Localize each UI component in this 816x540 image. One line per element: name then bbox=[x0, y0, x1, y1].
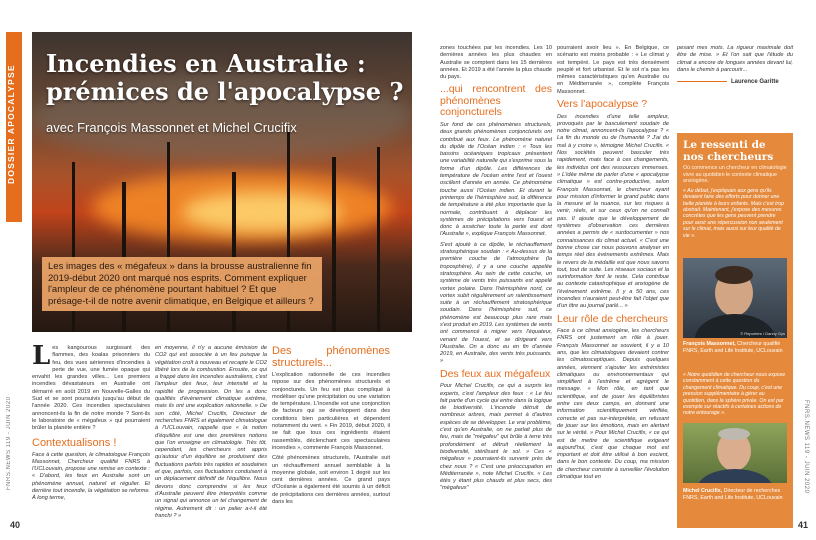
fire-glow bbox=[182, 192, 342, 232]
article-title: Incendies en Australie : prémices de l'apocalypse ? bbox=[46, 49, 404, 106]
page-number-right: 41 bbox=[798, 520, 809, 530]
paragraph: pourraient avoir lieu ». En Belgique, ce scénario est moins probable : « Le climat y est tempéré. Le pays est très densément peuplé et fort urbanisé. Et le sol n'a pas les mêmes caractéristiques qu'en Australie ou en Méditerranée », complète François Massonnet. bbox=[557, 45, 669, 95]
magazine-issue-left: FNRS.NEWS 119 - JUIN 2020 bbox=[6, 396, 12, 490]
box-intro: Où commence un chercheur en climatologie vivre au quotidien le contexte climatique anxiogène. bbox=[683, 165, 787, 185]
quote-massonnet: « Au début, j'expliquais aux gens qu'ils devaient faire des efforts pour donner une belle planète à leurs enfants. Mais c'est trop abstrait. Maintenant, j'expose des mesures concrètes que les gens peuvent prendre pour avoir une répercussion non seulement sur le climat, mais aussi sur leur qualité de vie ». bbox=[683, 187, 785, 239]
hair bbox=[718, 428, 750, 440]
heading-context: Contextualisons ! bbox=[32, 436, 117, 449]
column-1 bbox=[32, 341, 150, 506]
intro-box: Les images des « mégafeux » dans la brousse australienne fin 2019-début 2020 ont marqué nos esprits. Comment expliquer l'ampleur de ce phénomène pourtant habituel ? Et que présage-t-il de notre avenir climatique, en Belgique et ailleurs ? bbox=[42, 257, 322, 311]
column-3 bbox=[272, 345, 390, 509]
heading-apocalypse: Vers l'apocalypse ? bbox=[557, 98, 648, 111]
magazine-issue-right: FNRS.NEWS 119 - JUIN 2020 bbox=[803, 400, 809, 494]
portrait-massonnet bbox=[683, 258, 787, 338]
column-2 bbox=[155, 345, 267, 523]
paragraph: en moyenne, il n'y a aucune émission de CO2 qui est associée à un feu puisque la végétation croît à nouveau et recapte le CO2 libéré lors de la combustion. Ensuite, ce qui a frappé dans les incendies australiens, c'est l'ampleur des feux, leur intensité et la rapidité de progression. On les a donc qualifiés d'évènement climatique extrême, mais ils ont une explication rationnelle. » De son côté, Michel Crucifix, Directeur de recherches FNRS et également climatologue à l'UCLouvain, rappelle que « la notion d'équilibre est une des premières notions que l'on enseigne en climatologie. Très tôt, cependant, les chercheurs ont appris qu'autour d'un équilibre se produisent des fluctuations parfois très rapides et soudaines et que, parfois, ces fluctuations conduisent à un déplacement définitif de l'équilibre. Nous devons donc comprendre si les feux d'Australie peuvent être interprétés comme un signal qui annonce un tel changement de régime. Autrement dit : un palier a-t-il été franchi ? » bbox=[155, 345, 267, 519]
paragraph: Sur fond de ces phénomènes structurels, deux grands phénomènes conjoncturels ont contribué aux feux. Le phénomène naturel du dipôle de l'Océan indien : « Tous les bassins océaniques tropicaux présentent une variabilité naturelle qui s'exprime sous la forme d'un dipôle. Les différences de température de l'océan entre l'est et l'ouest oscillent d'année en année. Ce phénomène touche aussi l'Océan indien. Et durant le printemps de l'hémisphère sud, la différence de température a été plus importante que la normale, contribuant à déplacer les systèmes de précipitations vers l'ouest et donc à assécher toute la partie est dont l'Australie », explique François Massonnet. bbox=[440, 121, 552, 238]
signature-rule bbox=[677, 81, 727, 82]
paragraph: Pour Michel Crucifix, ce qui a surpris les experts, c'est l'ampleur des feux : « Le feu fait partie d'un cycle qui entre dans la logique de biodiversité. L'incendie détruit de nombreux arbres, mais permet à d'autres espèces de se développer. Le vrai problème, c'est qu'en Australie, on ne parlait plus de feu, mais de "mégafeu" qui brûle à terre très profondément et détruit réellement la biodiversité, stérilisant le sol. » Ces « mégafeux » pourraient-ils survenir près de chez nous ? « C'est une préoccupation en Méditerranée », note Michel Crucifix. « Les étés y étant plus chauds et plus secs, des "mégafeux" bbox=[440, 383, 552, 492]
tree-silhouette bbox=[377, 147, 380, 332]
article-authors: avec François Massonnet et Michel Crucifix bbox=[46, 120, 297, 135]
paragraph: Des incendies d'une telle ampleur, provoqués par le basculement soudain de notre climat, annoncent-ils l'apocalypse ? « La fin du monde ou de l'humanité ? J'ai du mal à y croire », témoigne Michel Crucifix. « Nos sociétés peuvent basculer très rapidement, mais face à ces changements, les individus ont des ressources immenses. » L'idée même de parler d'une « apocalypse climatique » est contre-productive, selon François Massonnet, le chercheur ayant pour mission d'informer le grand public dans la mesure et la nuance, sur les risques à venir, réels, et sur ceux qu'on ne connaît pas. Il ajoute que le développement de systèmes d'observation ces dernières années a permis de « surdocumenter » nos connaissances du climat actuel. « C'est une bonne chose car nous pouvons analyser en temps réel des événements extrêmes. Mais le revers de la médaille est que nous savons tout, tout de suite. Les réseaux sociaux et la surinformation font le reste. Cela contribue au contexte catastrophique et anxiogène de l'événement extrême. Il y a 50 ans, ces incendies n'auraient peut-être fait l'objet que d'un titre au journal parlé... » bbox=[557, 113, 669, 310]
caption-massonnet: François Massonnet, Chercheur qualifié FNRS, Earth and Life Institute, UCLouvain bbox=[683, 341, 783, 354]
column-4 bbox=[440, 45, 552, 496]
section-tag: DOSSIER APOCALYPSE bbox=[6, 32, 22, 222]
box-title: Le ressenti de nos chercheurs bbox=[683, 139, 774, 163]
caption-crucifix: Michel Crucifix, Directeur de recherches FNRS, Earth and Life Institute, UCLouvain bbox=[683, 488, 783, 501]
paragraph: Côté phénomènes structurels, l'Australie suit un réchauffement annuel semblable à la moyenne globale, soit environ 1 degré sur les cent dernières années. Ce grand pays d'Océanie a également été soumis à un déficit de précipitations ces dernières années, surtout dans les bbox=[272, 455, 390, 506]
hair bbox=[715, 266, 753, 284]
heading-phenomenes: Des phénomènes structurels... bbox=[272, 345, 390, 369]
paragraph: S'est ajouté à ce dipôle, le réchauffement stratosphérique soudain : « Au-dessus de la première couche de l'atmosphère (la troposphère), il y a une couche appelée stratosphère. Au sein de cette couche, un système de vents très puissants est appelé vortex polaire. Dans l'hémisphère nord, ce vortex subit régulièrement un ralentissement suite à un réchauffement stratosphérique soudain. Dans l'hémisphère sud, ce phénomène est beaucoup plus rare mais s'est produit en 2019. Les systèmes de vents ont commencé à migrer vers l'équateur, venant de l'ouest, et se dirigeant vers l'Australie. On a donc eu en fin d'année 2019, en Australie, des vents très puissants. » bbox=[440, 241, 552, 365]
photo-credit: © Reporters / Danny Gys bbox=[740, 331, 785, 336]
heading-role: Leur rôle de chercheurs bbox=[557, 312, 668, 325]
quote-crucifix: « Notre quotidien de chercheur nous expose constamment à cette question du changement climatique. Du coup, c'est une pression supplémentaire à gérer au quotidien, dans la sphère privée. On est par exemple sur réactifs à certaines actions de notre entourage ». bbox=[683, 372, 786, 417]
drop-cap: L bbox=[32, 341, 51, 371]
researchers-box bbox=[677, 133, 793, 528]
paragraph: L'explication rationnelle de ces incendies repose sur des phénomènes structurels et conjoncturels. Un feu est plus compliqué à modéliser qu'une précipitation ou une variation de température. L'incendie est une conjonction de facteurs qui se développent dans des conditions bien particulières et dépendent notamment du vent. « Fin 2019, début 2020, il se fait que tous ces ingrédients étaient rassemblés, déclenchant ces spectaculaires incendies », commente François Massonnet. bbox=[272, 372, 390, 451]
paragraph: Face à ce climat anxiogène, les chercheurs FNRS ont justement un rôle à jouer. François Massonnet se souvient, il y a 10 ans, que les climatologues devaient contrer les climatosceptiques. Depuis quelques années, viennent s'ajouter les extrémistes climatiques ou environnementaux qui simplifient à l'extrême et agrègent le message. « Mon rôle, en tant que scientifique, est de jouer les équilibristes entre ces deux camps, en donnant une information scientifiquement vérifiée, correcte et pas sur-interprétée, en refusant de jouer sur les émotions, mais en alertant sur le vérité. » Pour Michel Crucifix, « ce qui est de mettre de scientifique exigeant aujourd'hui, c'est que chaque mot est important et doit être utilisé à bon escient, dans le bon contexte. Du coup, ma mission de chercheur consiste à surveiller l'évolution climatique tout en bbox=[557, 328, 669, 481]
page-number-left: 40 bbox=[10, 520, 21, 530]
lead-paragraph: Les kangourous surgissant des flammes, des koalas prisonniers du feu, des vues aériennes d'incendies à perte de vue, une fumée opaque qui envahit les grandes villes... Les premiers incendies dévastateurs en Australie ont démarré en août 2019 en Nouvelle-Galles du Sud et se sont poursuivis jusqu'au début de l'année 2020. Ces incendies spectaculaires annoncent-ils la fin de notre monde ? Sont-ils le laboratoire de « mégafeux » qui pourraient brûler la planète entière ? bbox=[32, 341, 150, 432]
heading-megafeux: Des feux aux mégafeux bbox=[440, 367, 551, 380]
heading-conjonctures: ...qui rencontrent des phénomènes conjoncturels bbox=[440, 83, 552, 119]
column-5 bbox=[557, 45, 669, 484]
column-6 bbox=[677, 45, 793, 86]
shoulders bbox=[697, 469, 773, 483]
portrait-crucifix bbox=[683, 423, 787, 483]
paragraph: Face à cette question, le climatologue François Massonnet, Chercheur qualifié FNRS à l'UCLouvain, propose une remise en contexte : « D'abord, les feux en Australie sont un phénomène annuel, naturel et régulier. Et derrière tout incendie, la végétation se reforme. À long terme, bbox=[32, 451, 150, 502]
signature: Laurence Garitte bbox=[677, 77, 793, 86]
tree-silhouette bbox=[332, 157, 336, 332]
paragraph: pesant mes mots. La rigueur maximale doit être de mise. » Et l'on sait que l'étude du climat a encore de longues années devant lui, dans le chemin à parcourir... bbox=[677, 45, 793, 73]
paragraph: zones touchées par les incendies. Les 10 dernières années les plus chaudes en Australie se comptent dans les 15 dernières années. Et 2019 a été l'année la plus chaude du pays. bbox=[440, 45, 552, 81]
